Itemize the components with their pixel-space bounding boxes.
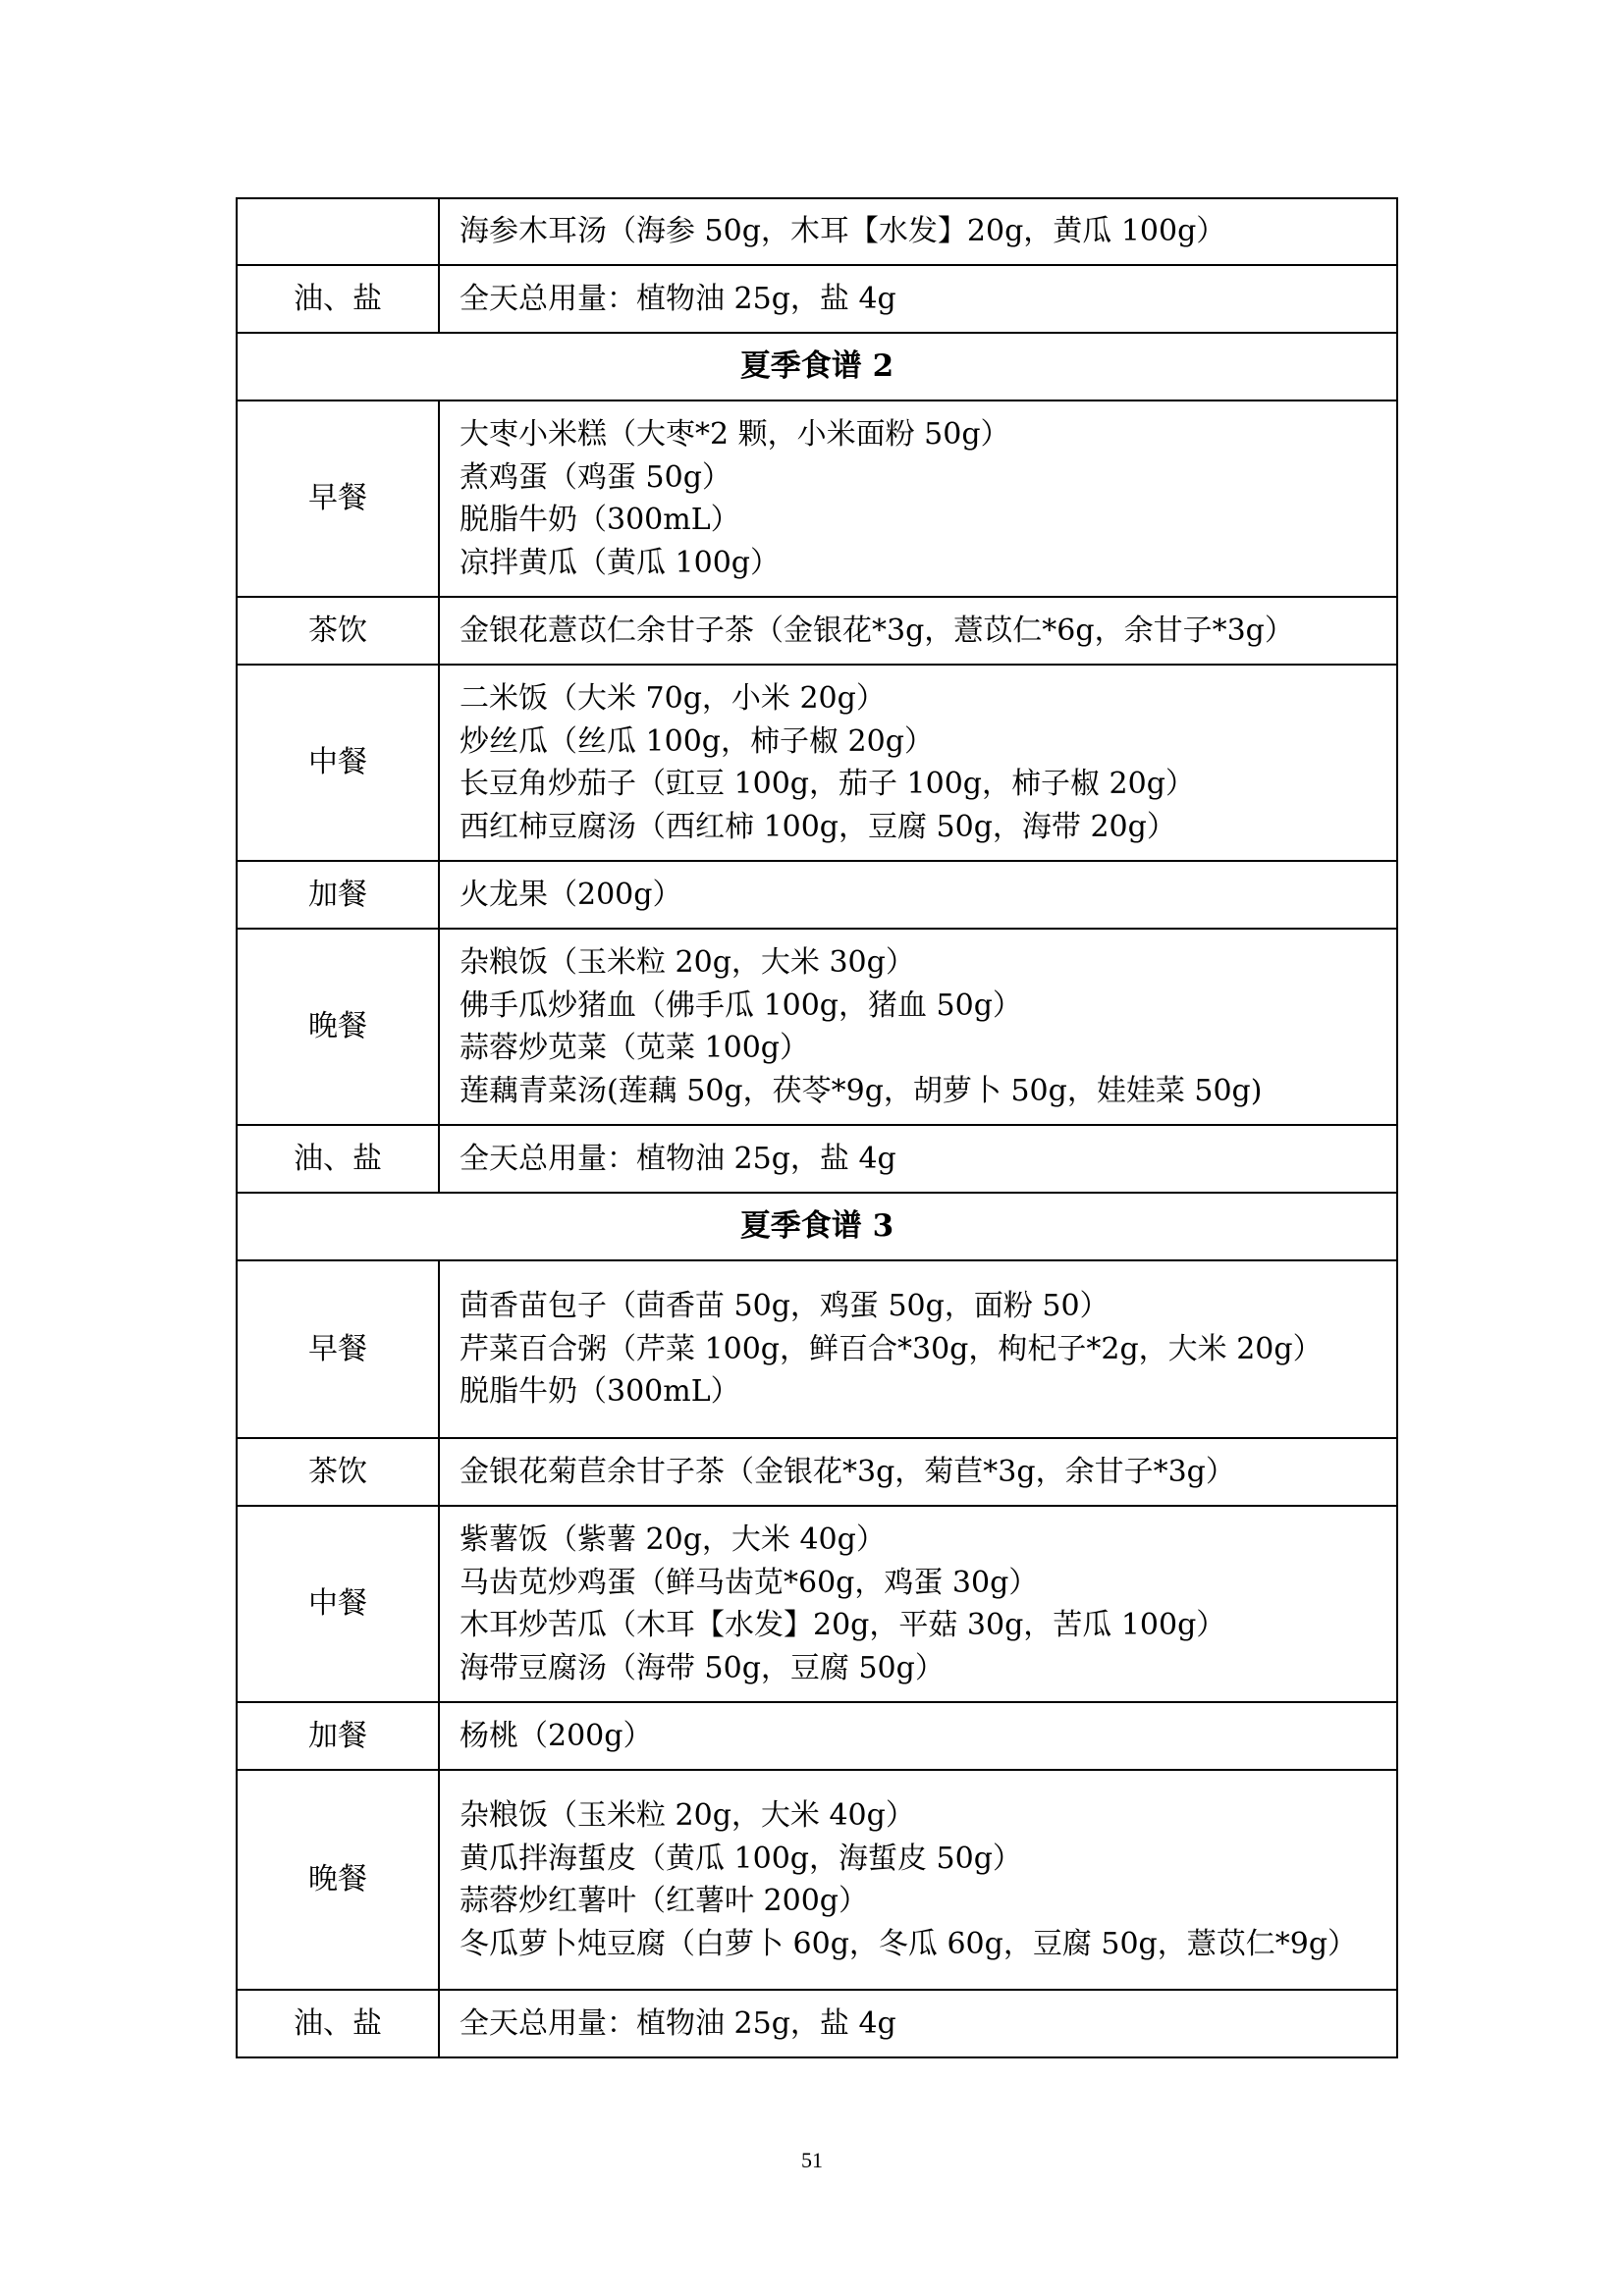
- meal-content: [439, 1506, 1397, 1702]
- meal-label: 中餐: [237, 1506, 439, 1702]
- menu-table-body: [237, 198, 1397, 2057]
- meal-label: 加餐: [237, 1702, 439, 1770]
- section-header-row: [237, 1193, 1397, 1260]
- dish-item: 佛手瓜炒猪血（佛手瓜 100g，猪血 50g）: [460, 988, 1022, 1023]
- meal-label: 油、盐: [237, 1125, 439, 1193]
- meal-row: [237, 1702, 1397, 1770]
- meal-label: 茶饮: [237, 597, 439, 665]
- dish-item: 西红柿豆腐汤（西红柿 100g，豆腐 50g，海带 20g）: [460, 809, 1176, 844]
- meal-content: [439, 597, 1397, 665]
- dish-item: 黄瓜拌海蜇皮（黄瓜 100g，海蜇皮 50g）: [460, 1841, 1022, 1876]
- meal-content: [439, 265, 1397, 333]
- dish-item: 全天总用量：植物油 25g，盐 4g: [460, 2005, 896, 2041]
- dish-item: 紫薯饭（紫薯 20g，大米 40g）: [460, 1522, 886, 1557]
- page-number: 51: [801, 2148, 823, 2172]
- meal-content: [439, 1702, 1397, 1770]
- section-title: 夏季食谱 3: [237, 1193, 1397, 1260]
- section-title: 夏季食谱 2: [237, 333, 1397, 400]
- dish-item: 杨桃（200g）: [460, 1718, 653, 1753]
- meal-row: [237, 597, 1397, 665]
- dish-item: 海参木耳汤（海参 50g，木耳【水发】20g，黄瓜 100g）: [460, 214, 1226, 249]
- meal-label: [237, 198, 439, 265]
- meal-label: 早餐: [237, 1260, 439, 1438]
- dish-item: 大枣小米糕（大枣*2 颗，小米面粉 50g）: [460, 417, 1010, 452]
- dish-item: 茴香苗包子（茴香苗 50g，鸡蛋 50g，面粉 50）: [460, 1289, 1110, 1324]
- dish-item: 金银花薏苡仁余甘子茶（金银花*3g，薏苡仁*6g，余甘子*3g）: [460, 613, 1294, 648]
- meal-row: [237, 198, 1397, 265]
- section-header-row: [237, 333, 1397, 400]
- meal-row: [237, 1260, 1397, 1438]
- meal-row: [237, 929, 1397, 1125]
- meal-content: [439, 400, 1397, 597]
- dish-item: 蒜蓉炒红薯叶（红薯叶 200g）: [460, 1884, 869, 1918]
- dish-item: 全天总用量：植物油 25g，盐 4g: [460, 281, 896, 316]
- meal-content: [439, 198, 1397, 265]
- meal-label: 早餐: [237, 400, 439, 597]
- meal-row: [237, 1125, 1397, 1193]
- dish-item: 马齿苋炒鸡蛋（鲜马齿苋*60g，鸡蛋 30g）: [460, 1565, 1039, 1600]
- meal-row: [237, 1438, 1397, 1506]
- meal-label: 晚餐: [237, 1770, 439, 1990]
- dish-item: 海带豆腐汤（海带 50g，豆腐 50g）: [460, 1650, 945, 1685]
- meal-row: [237, 1770, 1397, 1990]
- dish-item: 凉拌黄瓜（黄瓜 100g）: [460, 545, 781, 580]
- dish-item: 芹菜百合粥（芹菜 100g，鲜百合*30g，枸杞子*2g，大米 20g）: [460, 1331, 1323, 1366]
- meal-content: [439, 1438, 1397, 1506]
- menu-table: [236, 197, 1398, 2058]
- meal-label: 中餐: [237, 665, 439, 861]
- dish-item: 蒜蓉炒苋菜（苋菜 100g）: [460, 1031, 810, 1065]
- meal-label: 油、盐: [237, 1990, 439, 2057]
- dish-item: 火龙果（200g）: [460, 877, 682, 912]
- meal-label: 晚餐: [237, 929, 439, 1125]
- dish-item: 莲藕青菜汤(莲藕 50g，茯苓*9g，胡萝卜 50g，娃娃菜 50g): [460, 1073, 1263, 1108]
- meal-content: [439, 929, 1397, 1125]
- meal-content: [439, 1990, 1397, 2057]
- meal-row: [237, 1506, 1397, 1702]
- dish-item: 全天总用量：植物油 25g，盐 4g: [460, 1141, 896, 1176]
- dish-item: 长豆角炒茄子（豇豆 100g，茄子 100g，柿子椒 20g）: [460, 767, 1195, 801]
- dish-item: 脱脂牛奶（300mL）: [460, 503, 740, 537]
- dish-item: 杂粮饭（玉米粒 20g，大米 30g）: [460, 945, 915, 980]
- dish-item: 脱脂牛奶（300mL）: [460, 1374, 740, 1410]
- meal-row: [237, 265, 1397, 333]
- meal-content: [439, 861, 1397, 929]
- dish-item: 炒丝瓜（丝瓜 100g，柿子椒 20g）: [460, 723, 934, 759]
- meal-row: [237, 665, 1397, 861]
- meal-content: [439, 1770, 1397, 1990]
- dish-item: 冬瓜萝卜炖豆腐（白萝卜 60g，冬瓜 60g，豆腐 50g，薏苡仁*9g）: [460, 1926, 1358, 1961]
- dish-item: 金银花菊苣余甘子茶（金银花*3g，菊苣*3g，余甘子*3g）: [460, 1454, 1235, 1489]
- dish-item: 杂粮饭（玉米粒 20g，大米 40g）: [460, 1798, 915, 1833]
- meal-label: 茶饮: [237, 1438, 439, 1506]
- dish-item: 二米饭（大米 70g，小米 20g）: [460, 681, 886, 716]
- dish-item: 煮鸡蛋（鸡蛋 50g）: [460, 459, 731, 495]
- meal-row: [237, 1990, 1397, 2057]
- meal-row: [237, 400, 1397, 597]
- meal-label: 加餐: [237, 861, 439, 929]
- meal-content: [439, 1125, 1397, 1193]
- meal-content: [439, 665, 1397, 861]
- meal-label: 油、盐: [237, 265, 439, 333]
- dish-item: 木耳炒苦瓜（木耳【水发】20g，平菇 30g，苦瓜 100g）: [460, 1608, 1226, 1642]
- meal-content: [439, 1260, 1397, 1438]
- meal-row: [237, 861, 1397, 929]
